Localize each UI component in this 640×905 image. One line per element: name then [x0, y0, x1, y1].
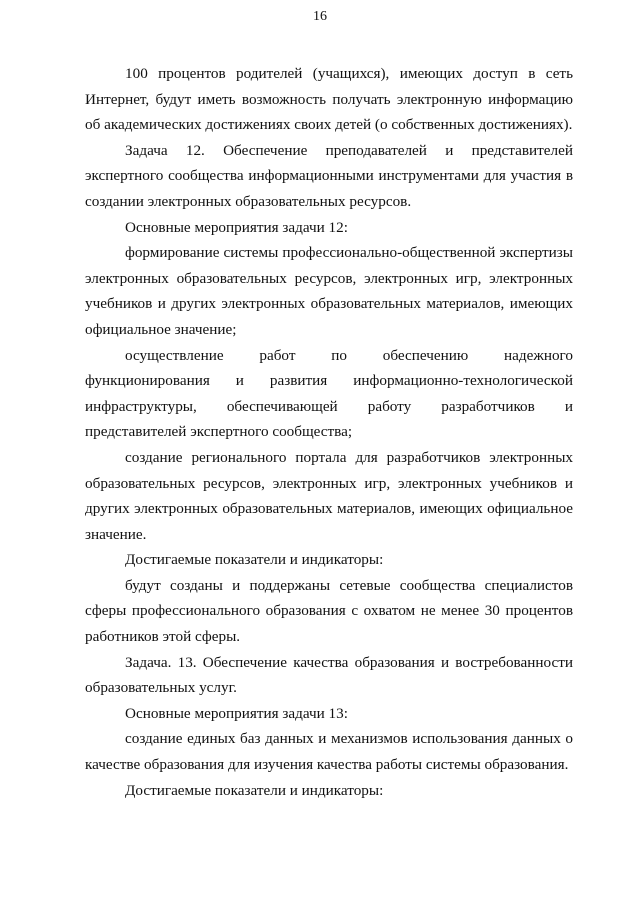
paragraph-indicators-heading-2: Достигаемые показатели и индикаторы: [125, 781, 384, 799]
paragraph-infrastructure: осуществление работ по обеспечению надежного функционирования и развития информационно-технологической инфраструктуры, обеспечивающей работу разработчиков и представителей экспертного сообщества; [85, 346, 573, 441]
paragraph-indicators-heading-1: Достигаемые показатели и индикаторы: [125, 551, 384, 569]
paragraph-task-13-measures-heading: Основные мероприятия задачи 13: [125, 704, 348, 722]
paragraph-unified-databases: создание единых баз данных и механизмов использования данных о качестве образования для изучения качества работы системы образования. [85, 730, 573, 774]
paragraph-task-13-title: Задача. 13. Обеспечение качества образования и востребованности образовательных услуг. [85, 653, 573, 697]
paragraph-network-communities: будут созданы и поддержаны сетевые сообщества специалистов сферы профессионального образования с охватом не менее 30 процентов работников этой сферы. [85, 576, 573, 646]
paragraph-parents-access: 100 процентов родителей (учащихся), имеющих доступ в сеть Интернет, будут иметь возможность получать электронную информацию об академических достижениях своих детей (о собственных достижениях). [85, 65, 573, 134]
paragraph-task-12-title: Задача 12. Обеспечение преподавателей и представителей экспертного сообщества информационными инструментами для участия в создании электронных образовательных ресурсов. [85, 141, 573, 210]
paragraph-regional-portal: создание регионального портала для разработчиков электронных образовательных ресурсов, электронных игр, электронных учебников и других электронных образовательных материалов, имеющих официальное значение. [85, 448, 573, 543]
document-body [85, 61, 573, 803]
paragraph-task-12-measures-heading: Основные мероприятия задачи 12: [125, 218, 348, 236]
page-number: 16 [313, 9, 327, 24]
paragraph-expertise-system: формирование системы профессионально-общественной экспертизы электронных образовательных ресурсов, электронных игр, электронных учебников и других электронных образовательных материалов, имеющих официальное значение; [85, 244, 573, 338]
